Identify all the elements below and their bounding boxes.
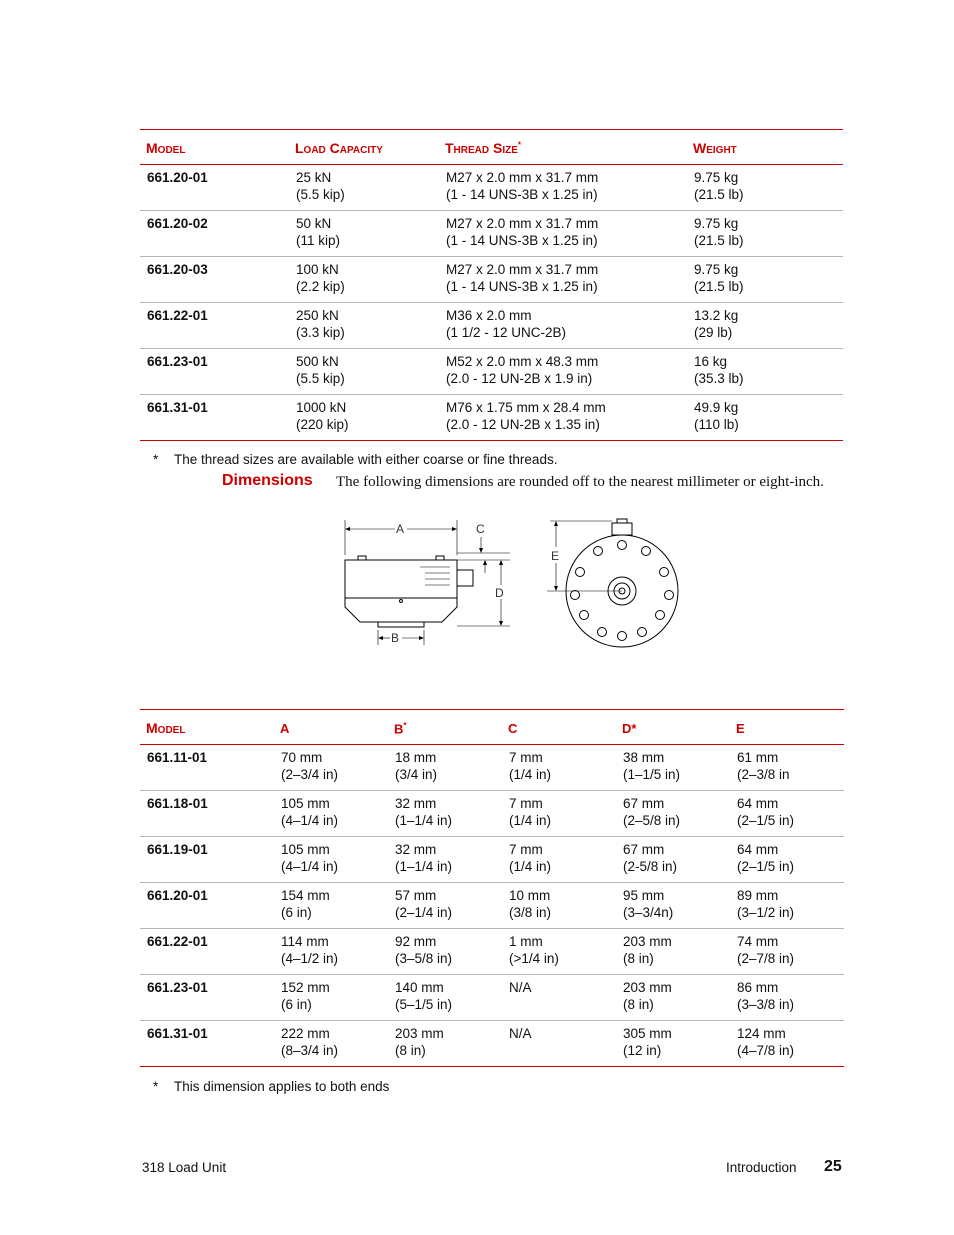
table-header-row — [140, 130, 843, 165]
table1-footnote: * The thread sizes are available with either coarse or fine threads. — [153, 452, 558, 467]
e-cell: 86 mm (3–3/8 in) — [737, 980, 795, 1012]
model-cell: 661.22-01 — [147, 934, 208, 949]
c-cell: 1 mm (>1/4 in) — [509, 934, 559, 966]
model-cell: 661.20-03 — [147, 262, 208, 277]
c-cell: 7 mm (1/4 in) — [509, 796, 552, 828]
weight-cell: 9.75 kg (21.5 lb) — [694, 216, 744, 248]
column-header-thread-size: Thread Size* — [445, 140, 522, 156]
d-cell: 203 mm (8 in) — [623, 980, 672, 1012]
d-cell: 67 mm (2–5/8 in) — [623, 796, 681, 828]
dimensions-table — [140, 709, 844, 1067]
column-header-d: D* — [622, 721, 637, 736]
model-cell: 661.20-01 — [147, 888, 208, 903]
table-row — [140, 165, 843, 211]
column-header-load-capacity: Load Capacity — [295, 140, 383, 156]
page-number: 25 — [824, 1158, 842, 1175]
side-view-base — [345, 598, 457, 622]
c-cell: 10 mm (3/8 in) — [509, 888, 552, 920]
b-cell: 140 mm (5–1/5 in) — [395, 980, 453, 1012]
dimension-label-b: B — [391, 631, 400, 645]
table-row — [140, 211, 843, 257]
footer-section: Introduction — [726, 1160, 797, 1175]
table-row — [140, 791, 844, 837]
b-cell: 32 mm (1–1/4 in) — [395, 842, 453, 874]
c-cell: 7 mm (1/4 in) — [509, 842, 552, 874]
load-cell: 100 kN (2.2 kip) — [296, 262, 345, 294]
thread-cell: M36 x 2.0 mm (1 1/2 - 12 UNC-2B) — [446, 308, 567, 340]
model-cell: 661.19-01 — [147, 842, 208, 857]
e-cell: 89 mm (3–1/2 in) — [737, 888, 795, 920]
b-cell: 57 mm (2–1/4 in) — [395, 888, 453, 920]
model-cell: 661.20-01 — [147, 170, 208, 185]
dimension-label-a: A — [396, 522, 405, 536]
model-cell: 661.18-01 — [147, 796, 208, 811]
load-unit-dimension-diagram — [340, 515, 685, 655]
a-cell: 114 mm (4–1/2 in) — [281, 934, 339, 966]
d-cell: 38 mm (1–1/5 in) — [623, 750, 681, 782]
weight-cell: 49.9 kg (110 lb) — [694, 400, 739, 432]
thread-cell: M76 x 1.75 mm x 28.4 mm (2.0 - 12 UN-2B x 1.35 in) — [446, 400, 606, 432]
load-capacity-table — [140, 129, 843, 441]
b-cell: 18 mm (3/4 in) — [395, 750, 438, 782]
load-cell: 1000 kN (220 kip) — [296, 400, 349, 432]
table-row — [140, 975, 844, 1021]
model-cell: 661.31-01 — [147, 400, 208, 415]
model-cell: 661.11-01 — [147, 750, 208, 765]
table-row — [140, 395, 843, 441]
table-row — [140, 349, 843, 395]
model-cell: 661.23-01 — [147, 980, 208, 995]
e-cell: 124 mm (4–7/8 in) — [737, 1026, 795, 1058]
dimension-label-c: C — [476, 522, 485, 536]
model-cell: 661.23-01 — [147, 354, 208, 369]
table2-footnote: * This dimension applies to both ends — [153, 1079, 390, 1094]
load-cell: 25 kN (5.5 kip) — [296, 170, 345, 202]
e-cell: 64 mm (2–1/5 in) — [737, 842, 795, 874]
e-cell: 64 mm (2–1/5 in) — [737, 796, 795, 828]
column-header-weight: Weight — [693, 140, 737, 156]
thread-cell: M27 x 2.0 mm x 31.7 mm (1 - 14 UNS-3B x 1.25 in) — [446, 170, 599, 202]
dimension-label-d: D — [495, 586, 504, 600]
footnote-marker: * — [517, 140, 522, 150]
column-header-model: Model — [146, 140, 186, 156]
a-cell: 154 mm (6 in) — [281, 888, 330, 920]
thread-cell: M27 x 2.0 mm x 31.7 mm (1 - 14 UNS-3B x 1.25 in) — [446, 262, 599, 294]
b-cell: 92 mm (3–5/8 in) — [395, 934, 453, 966]
column-header-b: B* — [394, 720, 407, 736]
dimension-label-e: E — [551, 549, 560, 563]
a-cell: 152 mm (6 in) — [281, 980, 330, 1012]
model-cell: 661.20-02 — [147, 216, 208, 231]
b-cell: 32 mm (1–1/4 in) — [395, 796, 453, 828]
dimensions-description: The following dimensions are rounded off to the nearest millimeter or eight-inch. — [336, 474, 824, 490]
d-cell: 67 mm (2-5/8 in) — [623, 842, 678, 874]
column-header-e: E — [736, 721, 745, 736]
model-cell: 661.22-01 — [147, 308, 208, 323]
a-cell: 70 mm (2–3/4 in) — [281, 750, 339, 782]
load-cell: 500 kN (5.5 kip) — [296, 354, 345, 386]
table-row — [140, 929, 844, 975]
e-cell: 61 mm (2–3/8 in — [737, 750, 790, 782]
table-row — [140, 883, 844, 929]
d-cell: 203 mm (8 in) — [623, 934, 672, 966]
d-cell: 305 mm (12 in) — [623, 1026, 672, 1058]
table-row — [140, 303, 843, 349]
weight-cell: 13.2 kg (29 lb) — [694, 308, 739, 340]
table-row — [140, 1021, 844, 1067]
a-cell: 222 mm (8–3/4 in) — [281, 1026, 339, 1058]
column-header-model: Model — [146, 720, 186, 736]
weight-cell: 9.75 kg (21.5 lb) — [694, 170, 744, 202]
e-cell: 74 mm (2–7/8 in) — [737, 934, 795, 966]
c-cell: N/A — [509, 1026, 532, 1041]
footer-doc-title: 318 Load Unit — [142, 1160, 227, 1175]
c-cell: N/A — [509, 980, 532, 995]
c-cell: 7 mm (1/4 in) — [509, 750, 552, 782]
column-header-a: A — [280, 721, 290, 736]
table-header-row — [140, 710, 844, 745]
b-cell: 203 mm (8 in) — [395, 1026, 444, 1058]
a-cell: 105 mm (4–1/4 in) — [281, 796, 339, 828]
table-row — [140, 837, 844, 883]
table-row — [140, 745, 844, 791]
load-cell: 250 kN (3.3 kip) — [296, 308, 345, 340]
a-cell: 105 mm (4–1/4 in) — [281, 842, 339, 874]
footnote-marker: * — [403, 720, 407, 730]
model-cell: 661.31-01 — [147, 1026, 208, 1041]
weight-cell: 9.75 kg (21.5 lb) — [694, 262, 744, 294]
column-header-c: C — [508, 721, 518, 736]
load-cell: 50 kN (11 kip) — [296, 216, 341, 248]
weight-cell: 16 kg (35.3 lb) — [694, 354, 744, 386]
table-row — [140, 257, 843, 303]
dimensions-heading: Dimensions — [222, 472, 313, 489]
thread-cell: M27 x 2.0 mm x 31.7 mm (1 - 14 UNS-3B x 1.25 in) — [446, 216, 599, 248]
d-cell: 95 mm (3–3/4n) — [623, 888, 674, 920]
thread-cell: M52 x 2.0 mm x 48.3 mm (2.0 - 12 UN-2B x 1.9 in) — [446, 354, 599, 386]
